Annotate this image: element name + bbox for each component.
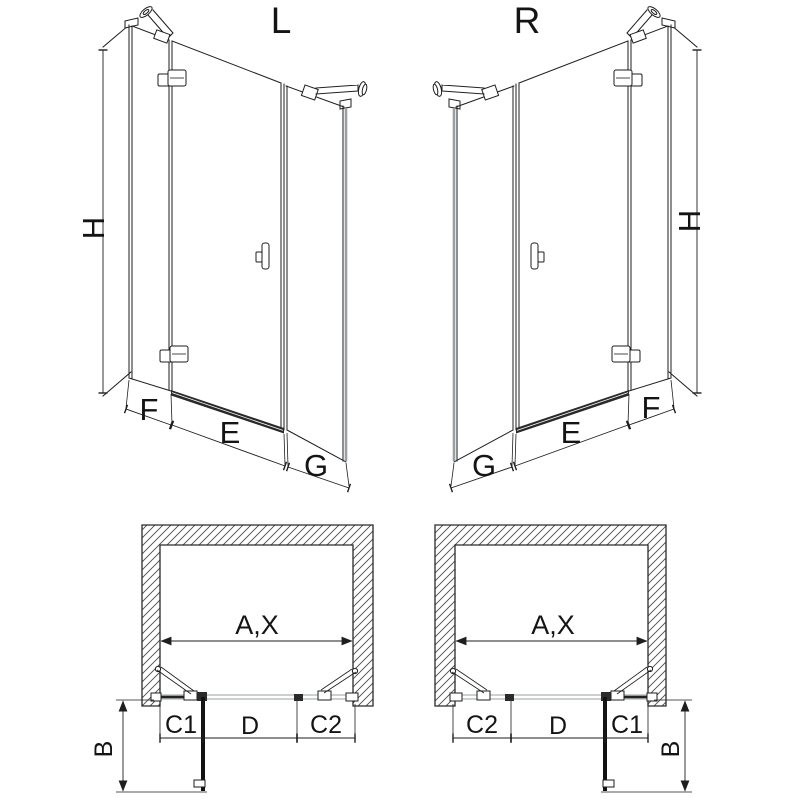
left-elevation-e-label: E: [219, 415, 241, 450]
right-elevation-diagram: [432, 0, 707, 488]
right-elevation-f-label: F: [641, 390, 661, 425]
left-elevation-height-label: H: [76, 216, 111, 240]
right-plan-depth-label: B: [657, 740, 685, 758]
right-plan-d-label: D: [548, 712, 568, 740]
left-elevation-g-label: G: [303, 448, 329, 483]
left-elevation-title: L: [270, 0, 292, 41]
right-elevation-title: R: [513, 0, 541, 41]
left-plan-c1-label: C1: [165, 711, 197, 739]
right-elevation-height-label: H: [672, 209, 707, 233]
right-plan-c1-label: C1: [611, 711, 643, 739]
left-plan-diagram: [90, 525, 373, 792]
left-plan-c2-label: C2: [310, 711, 342, 739]
left-plan-depth-label: B: [90, 740, 118, 758]
right-plan-diagram: [435, 525, 692, 792]
right-plan-opening-label: A,X: [531, 610, 575, 640]
left-plan-d-label: D: [240, 712, 260, 740]
left-elevation-f-label: F: [139, 392, 159, 427]
left-elevation-diagram: [76, 0, 368, 488]
right-elevation-e-label: E: [560, 415, 582, 450]
right-plan-c2-label: C2: [466, 711, 498, 739]
right-elevation-g-label: G: [471, 448, 497, 483]
left-plan-opening-label: A,X: [235, 610, 279, 640]
